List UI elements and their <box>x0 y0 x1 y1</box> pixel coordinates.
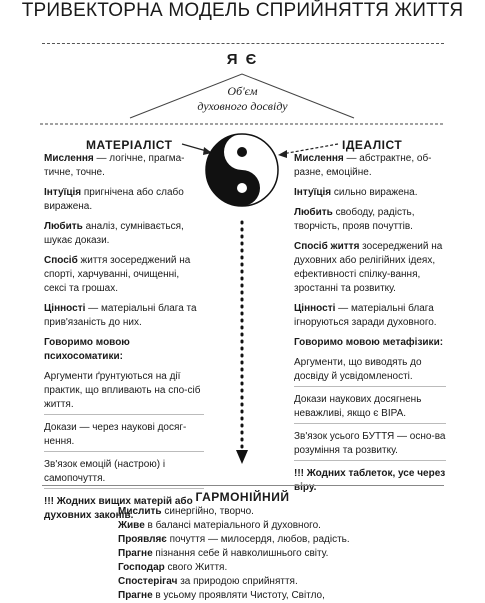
left-item-text: Аргументи ґрунтуються на дії практик, що впливають на спо-сіб життя. <box>44 371 201 410</box>
yin-yang-icon <box>206 134 278 206</box>
bottom-item-bold: Живе <box>118 520 145 531</box>
bottom-rule <box>42 485 444 486</box>
right-item <box>294 336 446 350</box>
bottom-item-bold: Мислить <box>118 506 162 517</box>
bottom-list <box>118 505 458 603</box>
left-item <box>44 302 204 330</box>
bottom-item <box>118 533 458 547</box>
bottom-heading: ГАРМОНІЙНИЙ <box>195 490 290 504</box>
left-item <box>44 220 204 248</box>
bottom-item-text: свого Життя. <box>164 562 228 573</box>
bottom-item-text: синергійно, творчо. <box>161 506 254 517</box>
left-item <box>44 336 204 364</box>
left-item <box>44 152 204 180</box>
bottom-item-text: за природою сприйняття. <box>177 576 298 587</box>
right-item <box>294 206 446 234</box>
right-item <box>294 302 446 330</box>
left-item-bold: Цінності <box>44 303 86 314</box>
bottom-item <box>118 519 458 533</box>
diagram-title: ТРИВЕКТОРНА МОДЕЛЬ СПРИЙНЯТТЯ ЖИТТЯ <box>21 0 464 21</box>
left-item-bold: !!! Жодних вищих матерій або духовних законів. <box>44 496 193 521</box>
left-item-bold: Інтуїція <box>44 187 82 198</box>
right-item-text: Докази наукових досягнень неважливі, якщо є ВІРА. <box>294 394 422 419</box>
right-item-text: Аргументи, що виводять до досвіду й усвідомленості. <box>294 357 422 382</box>
left-item-text: аналіз, сумнівається, шукає докази. <box>44 221 184 246</box>
left-item <box>44 186 204 214</box>
bottom-item <box>118 505 458 519</box>
ya-ye-label: Я Є <box>226 51 259 68</box>
left-item-text: — матеріальні блага та прив'язаність до них. <box>44 303 197 328</box>
left-item-text: життя зосереджений на спорті, харчуванні, очищенні, сексі та грошах. <box>44 255 191 294</box>
left-item <box>44 254 204 296</box>
right-item <box>294 186 446 200</box>
right-item-bold: Мислення <box>294 153 344 164</box>
left-item <box>44 370 204 415</box>
right-item-text: зосереджений на духовних або релігійних ідеях, ефективності спілку-вання, зростанні та розвитку. <box>294 241 443 294</box>
right-heading: ІДЕАЛІСТ <box>342 138 403 152</box>
right-item <box>294 393 446 424</box>
left-heading: МАТЕРІАЛІСТ <box>86 138 173 152</box>
left-item-bold: Спосіб <box>44 255 78 266</box>
bottom-item-text: в балансі матеріального й духовного. <box>144 520 321 531</box>
left-item-bold: Любить <box>44 221 83 232</box>
right-item-text: сильно виражена. <box>331 187 418 198</box>
left-item-text: Докази — через наукові досяг-нення. <box>44 422 187 447</box>
bottom-item <box>118 589 458 603</box>
right-item-text: свободу, радість, творчість, прояв почуттів. <box>294 207 415 232</box>
left-item-bold: Мислення <box>44 153 94 164</box>
bottom-item-bold: Проявляє <box>118 534 167 545</box>
left-item-text: Зв'язок емоцій (настрою) і самопочуття. <box>44 459 166 484</box>
right-item <box>294 430 446 461</box>
right-item <box>294 240 446 296</box>
right-item <box>294 152 446 180</box>
bottom-item-text: пізнання себе й навколишнього світу. <box>152 548 329 559</box>
bottom-item-text: в усьому проявляти Чистоту, Світло, <box>152 590 325 601</box>
right-item-text: — матеріальні блага ігноруються заради духовного. <box>294 303 437 328</box>
right-item-bold: Спосіб життя <box>294 241 360 252</box>
bottom-item-text: почуття — милосердя, любов, радість. <box>166 534 350 545</box>
bottom-item <box>118 575 458 589</box>
right-item-bold: !!! Жодних таблеток, усе через віру. <box>294 468 446 493</box>
roof-text-line2: духовного досвіду <box>197 99 288 113</box>
bottom-item-bold: Господар <box>118 562 165 573</box>
right-item-bold: Інтуїція <box>294 187 332 198</box>
right-item-text: Зв'язок усього БУТТЯ — осно-ва розуміння та розвитку. <box>294 431 446 456</box>
left-item <box>44 421 204 452</box>
right-item-text: — абстрактне, об-разне, емоційне. <box>294 153 432 178</box>
right-item <box>294 356 446 387</box>
left-item-bold: Говоримо мовою психосоматики: <box>44 337 130 362</box>
left-item-text: пригнічена або слабо виражена. <box>44 187 184 212</box>
left-column <box>44 152 204 529</box>
bottom-item-bold: Прагне <box>118 548 153 559</box>
right-column <box>294 152 446 501</box>
right-item-bold: Говоримо мовою метафізики: <box>294 337 444 348</box>
bottom-item-bold: Прагне <box>118 590 153 601</box>
roof-text-line1: Об'єм <box>227 84 258 98</box>
bottom-item <box>118 547 458 561</box>
right-item-bold: Цінності <box>294 303 336 314</box>
bottom-item <box>118 561 458 575</box>
bottom-item-bold: Спостерігач <box>118 576 178 587</box>
left-item-text: — логічне, прагма-тичне, точне. <box>44 153 185 178</box>
right-item-bold: Любить <box>294 207 333 218</box>
